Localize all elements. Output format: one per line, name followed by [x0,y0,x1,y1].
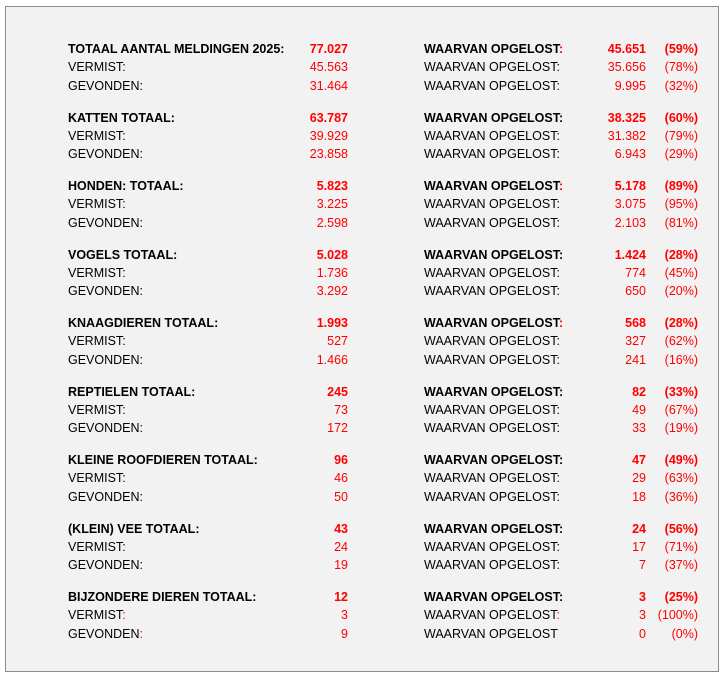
solved-label-text: WAARVAN OPGELOST [424,128,557,143]
solved-label-text: WAARVAN OPGELOST [424,489,557,504]
solved-label [424,109,563,127]
solved-value: 47 [632,453,646,467]
vermist-row [6,401,718,419]
solved-value: 3.075 [614,197,646,212]
row-label-text: KLEINE ROOFDIEREN TOTAAL [68,453,254,467]
solved-label [424,588,563,606]
solved-label-colon: : [556,197,560,212]
gevonden-row [6,145,718,163]
solved-value: 6.943 [614,147,646,162]
gevonden-row [6,214,718,232]
row-label-colon: : [139,489,144,504]
row-value: 9 [341,626,348,641]
row-label [68,77,143,95]
solved-label [424,383,563,401]
solved-label-colon: : [556,352,560,367]
solved-label-colon: : [556,78,560,93]
row-label-colon: : [179,179,184,193]
vermist-row [6,127,718,145]
row-label-text: HONDEN: TOTAAL [68,179,180,193]
solved-label-text: WAARVAN OPGELOST [424,60,557,75]
row-value: 3.292 [316,284,348,299]
solved-percentage: (36%) [664,489,698,504]
solved-value: 38.325 [607,110,646,125]
solved-percentage: (28%) [664,316,698,330]
solved-label-colon: : [556,265,560,280]
row-label-colon: : [122,608,126,623]
row-label-text: VERMIST [68,471,123,486]
solved-label-colon: : [558,453,564,467]
solved-value: 650 [625,284,646,299]
solved-percentage: (71%) [664,539,698,554]
row-label [68,177,184,195]
row-value: 50 [334,489,348,504]
solved-percentage: (60%) [664,110,698,125]
total-row [6,383,718,401]
solved-percentage: (25%) [664,590,698,604]
solved-label [424,351,560,369]
solved-label-text: WAARVAN OPGELOST [424,626,558,641]
solved-label-colon: : [556,334,560,349]
row-label-text: GEVONDEN [68,558,140,573]
row-value: 1.736 [316,265,348,280]
row-label-colon: : [139,626,144,641]
vermist-row [6,606,718,624]
row-label-text: GEVONDEN [68,421,140,436]
solved-value: 33 [632,421,646,436]
row-label-text: VERMIST [68,128,123,143]
row-value: 5.028 [316,247,348,262]
row-value: 527 [327,334,348,349]
solved-label [424,488,560,506]
row-label-colon: : [122,471,126,486]
total-row [6,109,718,127]
solved-label-colon: : [556,284,560,299]
solved-label-text: WAARVAN OPGELOST [424,247,559,262]
solved-label-text: WAARVAN OPGELOST [424,284,557,299]
solved-value: 2.103 [614,215,646,230]
row-value: 77.027 [309,42,348,56]
solved-percentage: (100%) [657,608,698,623]
row-label [68,520,200,538]
row-value: 172 [327,421,348,436]
solved-label [424,625,558,643]
solved-label-colon: : [556,539,560,554]
solved-percentage: (28%) [664,247,698,262]
solved-label [424,246,563,264]
row-label-colon: : [139,215,144,230]
row-label-colon: : [139,147,144,162]
row-label-text: KATTEN TOTAAL [68,110,171,125]
row-label [68,419,143,437]
solved-value: 1.424 [614,247,646,262]
solved-percentage: (89%) [664,179,698,193]
row-label-text: KNAAGDIEREN TOTAAL [68,316,215,330]
row-label-colon: : [191,384,196,399]
row-label-colon: : [280,42,285,56]
row-value: 96 [334,453,348,467]
vermist-row [6,538,718,556]
solved-label [424,145,560,163]
solved-label-text: WAARVAN OPGELOST [424,334,557,349]
solved-label-text: WAARVAN OPGELOST [424,78,557,93]
solved-label [424,127,560,145]
row-label [68,314,218,332]
solved-label-colon: : [556,60,560,75]
solved-label [424,214,560,232]
solved-percentage: (29%) [664,147,698,162]
row-label-text: VERMIST [68,334,123,349]
solved-label [424,419,560,437]
row-label-text: VERMIST [68,608,123,623]
row-label [68,625,143,643]
solved-label-text: WAARVAN OPGELOST [424,147,557,162]
row-label-text: REPTIELEN TOTAAL [68,384,192,399]
solved-label-text: WAARVAN OPGELOST [424,558,557,573]
row-label [68,264,126,282]
row-value: 46 [334,471,348,486]
gevonden-row [6,282,718,300]
solved-label-text: WAARVAN OPGELOST [424,590,559,604]
row-label [68,246,177,264]
solved-label [424,556,560,574]
solved-label-colon: : [558,42,564,56]
solved-value: 17 [632,539,646,554]
solved-value: 24 [632,521,646,536]
solved-percentage: (37%) [664,558,698,573]
row-label-colon: : [253,453,258,467]
solved-label-colon: : [558,521,564,536]
row-label [68,488,143,506]
row-value: 63.787 [309,110,348,125]
solved-label-text: WAARVAN OPGELOST [424,421,557,436]
solved-value: 9.995 [614,78,646,93]
solved-label [424,195,560,213]
vermist-row [6,264,718,282]
solved-label [424,469,560,487]
solved-percentage: (32%) [664,78,698,93]
solved-label-text: WAARVAN OPGELOST [424,539,557,554]
total-row [6,588,718,606]
total-row [6,40,718,58]
solved-value: 45.651 [607,42,646,56]
solved-value: 35.656 [607,60,646,75]
row-label-text: (KLEIN) VEE TOTAAL [68,521,196,536]
solved-label-text: WAARVAN OPGELOST [424,179,559,193]
total-row [6,246,718,264]
solved-label-text: WAARVAN OPGELOST [424,453,559,467]
row-label-colon: : [139,284,144,299]
solved-label [424,58,560,76]
row-value: 3 [341,608,348,623]
row-value: 1.466 [316,352,348,367]
solved-label-colon: : [556,489,560,504]
solved-label-text: WAARVAN OPGELOST [424,265,557,280]
row-value: 23.858 [309,147,348,162]
solved-label-text: WAARVAN OPGELOST [424,110,559,125]
solved-label [424,520,563,538]
row-label-colon: : [214,316,219,330]
row-label-text: GEVONDEN [68,626,140,641]
solved-label [424,606,560,624]
solved-label [424,177,563,195]
row-label-colon: : [122,197,126,212]
row-value: 245 [327,384,348,399]
solved-percentage: (19%) [664,421,698,436]
row-value: 12 [334,590,348,604]
row-label [68,556,143,574]
solved-label-colon: : [556,147,560,162]
solved-percentage: (16%) [664,352,698,367]
solved-percentage: (33%) [664,384,698,399]
gevonden-row [6,488,718,506]
solved-percentage: (78%) [664,60,698,75]
solved-label [424,40,563,58]
row-label-colon: : [173,247,178,262]
row-label-text: GEVONDEN [68,78,140,93]
vermist-row [6,332,718,350]
row-value: 31.464 [309,78,348,93]
solved-label [424,401,560,419]
solved-label-colon: : [556,608,560,623]
row-value: 43 [334,521,348,536]
solved-label [424,282,560,300]
solved-percentage: (20%) [664,284,698,299]
row-label [68,214,143,232]
row-value: 3.225 [316,197,348,212]
solved-label-text: WAARVAN OPGELOST [424,608,557,623]
solved-value: 0 [639,626,646,641]
report-panel [5,6,719,672]
solved-value: 7 [639,558,646,573]
row-value: 73 [334,402,348,417]
solved-value: 327 [625,334,646,349]
solved-percentage: (63%) [664,471,698,486]
solved-value: 31.382 [607,128,646,143]
row-label-text: BIJZONDERE DIEREN TOTAAL [68,590,253,604]
row-label-colon: : [170,110,175,125]
row-label-colon: : [139,421,144,436]
solved-percentage: (59%) [664,42,698,56]
solved-value: 49 [632,402,646,417]
row-label [68,606,126,624]
solved-percentage: (49%) [664,453,698,467]
solved-label-text: WAARVAN OPGELOST [424,384,559,399]
solved-label-colon: : [558,247,564,262]
solved-label [424,264,560,282]
solved-label [424,332,560,350]
row-value: 2.598 [316,215,348,230]
row-label-text: VOGELS TOTAAL [68,247,174,262]
row-label-colon: : [122,402,126,417]
row-label [68,451,258,469]
row-label [68,40,284,58]
row-label [68,332,126,350]
solved-label [424,538,560,556]
row-label [68,195,126,213]
row-label [68,109,175,127]
solved-label-colon: : [556,421,560,436]
row-label-colon: : [122,334,126,349]
solved-value: 3 [639,608,646,623]
solved-label-colon: : [556,402,560,417]
solved-percentage: (56%) [664,521,698,536]
solved-percentage: (95%) [664,197,698,212]
solved-label-text: WAARVAN OPGELOST [424,521,559,536]
row-value: 39.929 [309,128,348,143]
solved-label-colon: : [558,179,564,193]
row-label-colon: : [122,539,126,554]
solved-percentage: (62%) [664,334,698,349]
solved-value: 568 [625,316,646,330]
solved-label-colon: : [556,128,560,143]
solved-value: 241 [625,352,646,367]
row-label [68,58,126,76]
vermist-row [6,58,718,76]
row-label-colon: : [122,128,126,143]
row-value: 5.823 [316,179,348,193]
row-label-colon: : [139,78,144,93]
total-row [6,314,718,332]
row-label-colon: : [195,521,200,536]
row-label [68,351,143,369]
row-label [68,538,126,556]
row-label [68,588,256,606]
row-value: 19 [334,558,348,573]
solved-label [424,77,560,95]
row-label [68,401,126,419]
gevonden-row [6,625,718,643]
solved-label-text: WAARVAN OPGELOST [424,42,559,56]
solved-label-text: WAARVAN OPGELOST [424,316,559,330]
row-label [68,383,195,401]
total-row [6,177,718,195]
solved-value: 5.178 [614,179,646,193]
solved-label [424,314,563,332]
row-label-colon: : [139,558,144,573]
row-label-text: VERMIST [68,197,123,212]
solved-label-colon: : [558,384,564,399]
solved-label-text: WAARVAN OPGELOST [424,352,557,367]
solved-value: 18 [632,489,646,504]
solved-label-colon: : [556,471,560,486]
solved-label-text: WAARVAN OPGELOST [424,197,557,212]
solved-value: 774 [625,265,646,280]
row-label-text: VERMIST [68,60,123,75]
row-label-colon: : [252,590,257,604]
total-row [6,520,718,538]
row-label [68,127,126,145]
gevonden-row [6,77,718,95]
row-label-colon: : [122,265,126,280]
total-row [6,451,718,469]
row-value: 1.993 [316,316,348,330]
solved-label-colon: : [558,590,564,604]
row-label-text: VERMIST [68,539,123,554]
row-value: 45.563 [309,60,348,75]
row-label-text: VERMIST [68,265,123,280]
row-label-text: GEVONDEN [68,489,140,504]
row-label [68,469,126,487]
solved-label-text: WAARVAN OPGELOST [424,215,557,230]
solved-label-colon: : [556,215,560,230]
vermist-row [6,195,718,213]
row-label-text: GEVONDEN [68,215,140,230]
solved-value: 3 [639,590,646,604]
solved-label-text: WAARVAN OPGELOST [424,402,557,417]
solved-label-colon: : [558,316,564,330]
row-label-colon: : [139,352,144,367]
row-label [68,282,143,300]
solved-label-colon: : [556,558,560,573]
gevonden-row [6,351,718,369]
gevonden-row [6,556,718,574]
row-value: 24 [334,539,348,554]
solved-label-colon: : [558,110,564,125]
solved-value: 82 [632,384,646,399]
row-label-text: GEVONDEN [68,147,140,162]
row-label-text: TOTAAL AANTAL MELDINGEN 2025 [68,42,281,56]
row-label-text: VERMIST [68,402,123,417]
vermist-row [6,469,718,487]
solved-label [424,451,563,469]
solved-label-text: WAARVAN OPGELOST [424,471,557,486]
row-label-text: GEVONDEN [68,352,140,367]
solved-percentage: (0%) [671,626,698,641]
solved-value: 29 [632,471,646,486]
solved-percentage: (79%) [664,128,698,143]
row-label-text: GEVONDEN [68,284,140,299]
solved-percentage: (67%) [664,402,698,417]
solved-percentage: (45%) [664,265,698,280]
solved-percentage: (81%) [664,215,698,230]
row-label-colon: : [122,60,126,75]
row-label [68,145,143,163]
gevonden-row [6,419,718,437]
